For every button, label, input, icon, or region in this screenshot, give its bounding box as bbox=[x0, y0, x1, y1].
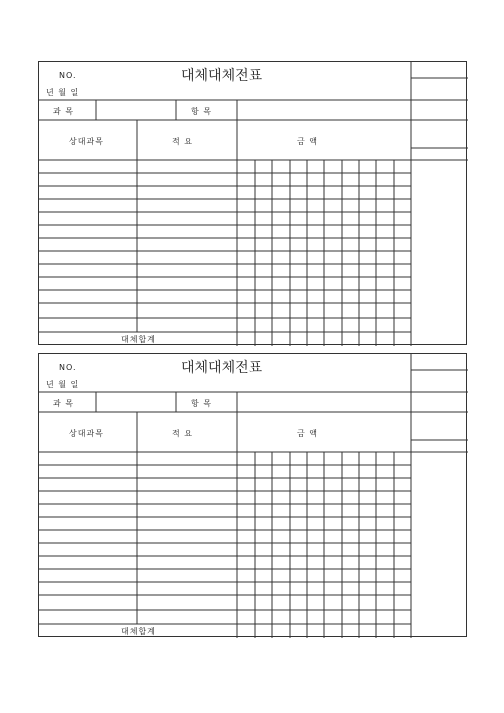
amount-header: 금 액 bbox=[297, 137, 318, 146]
voucher-grid-1 bbox=[39, 62, 468, 346]
no-label: NO. bbox=[59, 363, 77, 372]
voucher-grid-2 bbox=[39, 354, 468, 638]
total-label: 대체합계 bbox=[121, 627, 156, 636]
summary-header: 적 요 bbox=[172, 429, 193, 438]
counter-subject-header: 상대과목 bbox=[69, 137, 104, 146]
voucher-form-1 bbox=[38, 61, 467, 345]
counter-subject-header: 상대과목 bbox=[69, 429, 104, 438]
date-label: 년 월 일 bbox=[46, 380, 80, 389]
total-label: 대체합계 bbox=[121, 335, 156, 344]
subject-label: 과 목 bbox=[53, 399, 74, 408]
voucher-form-2 bbox=[38, 353, 467, 637]
item-label: 항 목 bbox=[191, 399, 212, 408]
amount-header: 금 액 bbox=[297, 429, 318, 438]
summary-header: 적 요 bbox=[172, 137, 193, 146]
subject-label: 과 목 bbox=[53, 107, 74, 116]
item-label: 항 목 bbox=[191, 107, 212, 116]
date-label: 년 월 일 bbox=[46, 88, 80, 97]
form-title: 대체대체전표 bbox=[181, 360, 263, 376]
form-title: 대체대체전표 bbox=[181, 68, 263, 84]
no-label: NO. bbox=[59, 71, 77, 80]
